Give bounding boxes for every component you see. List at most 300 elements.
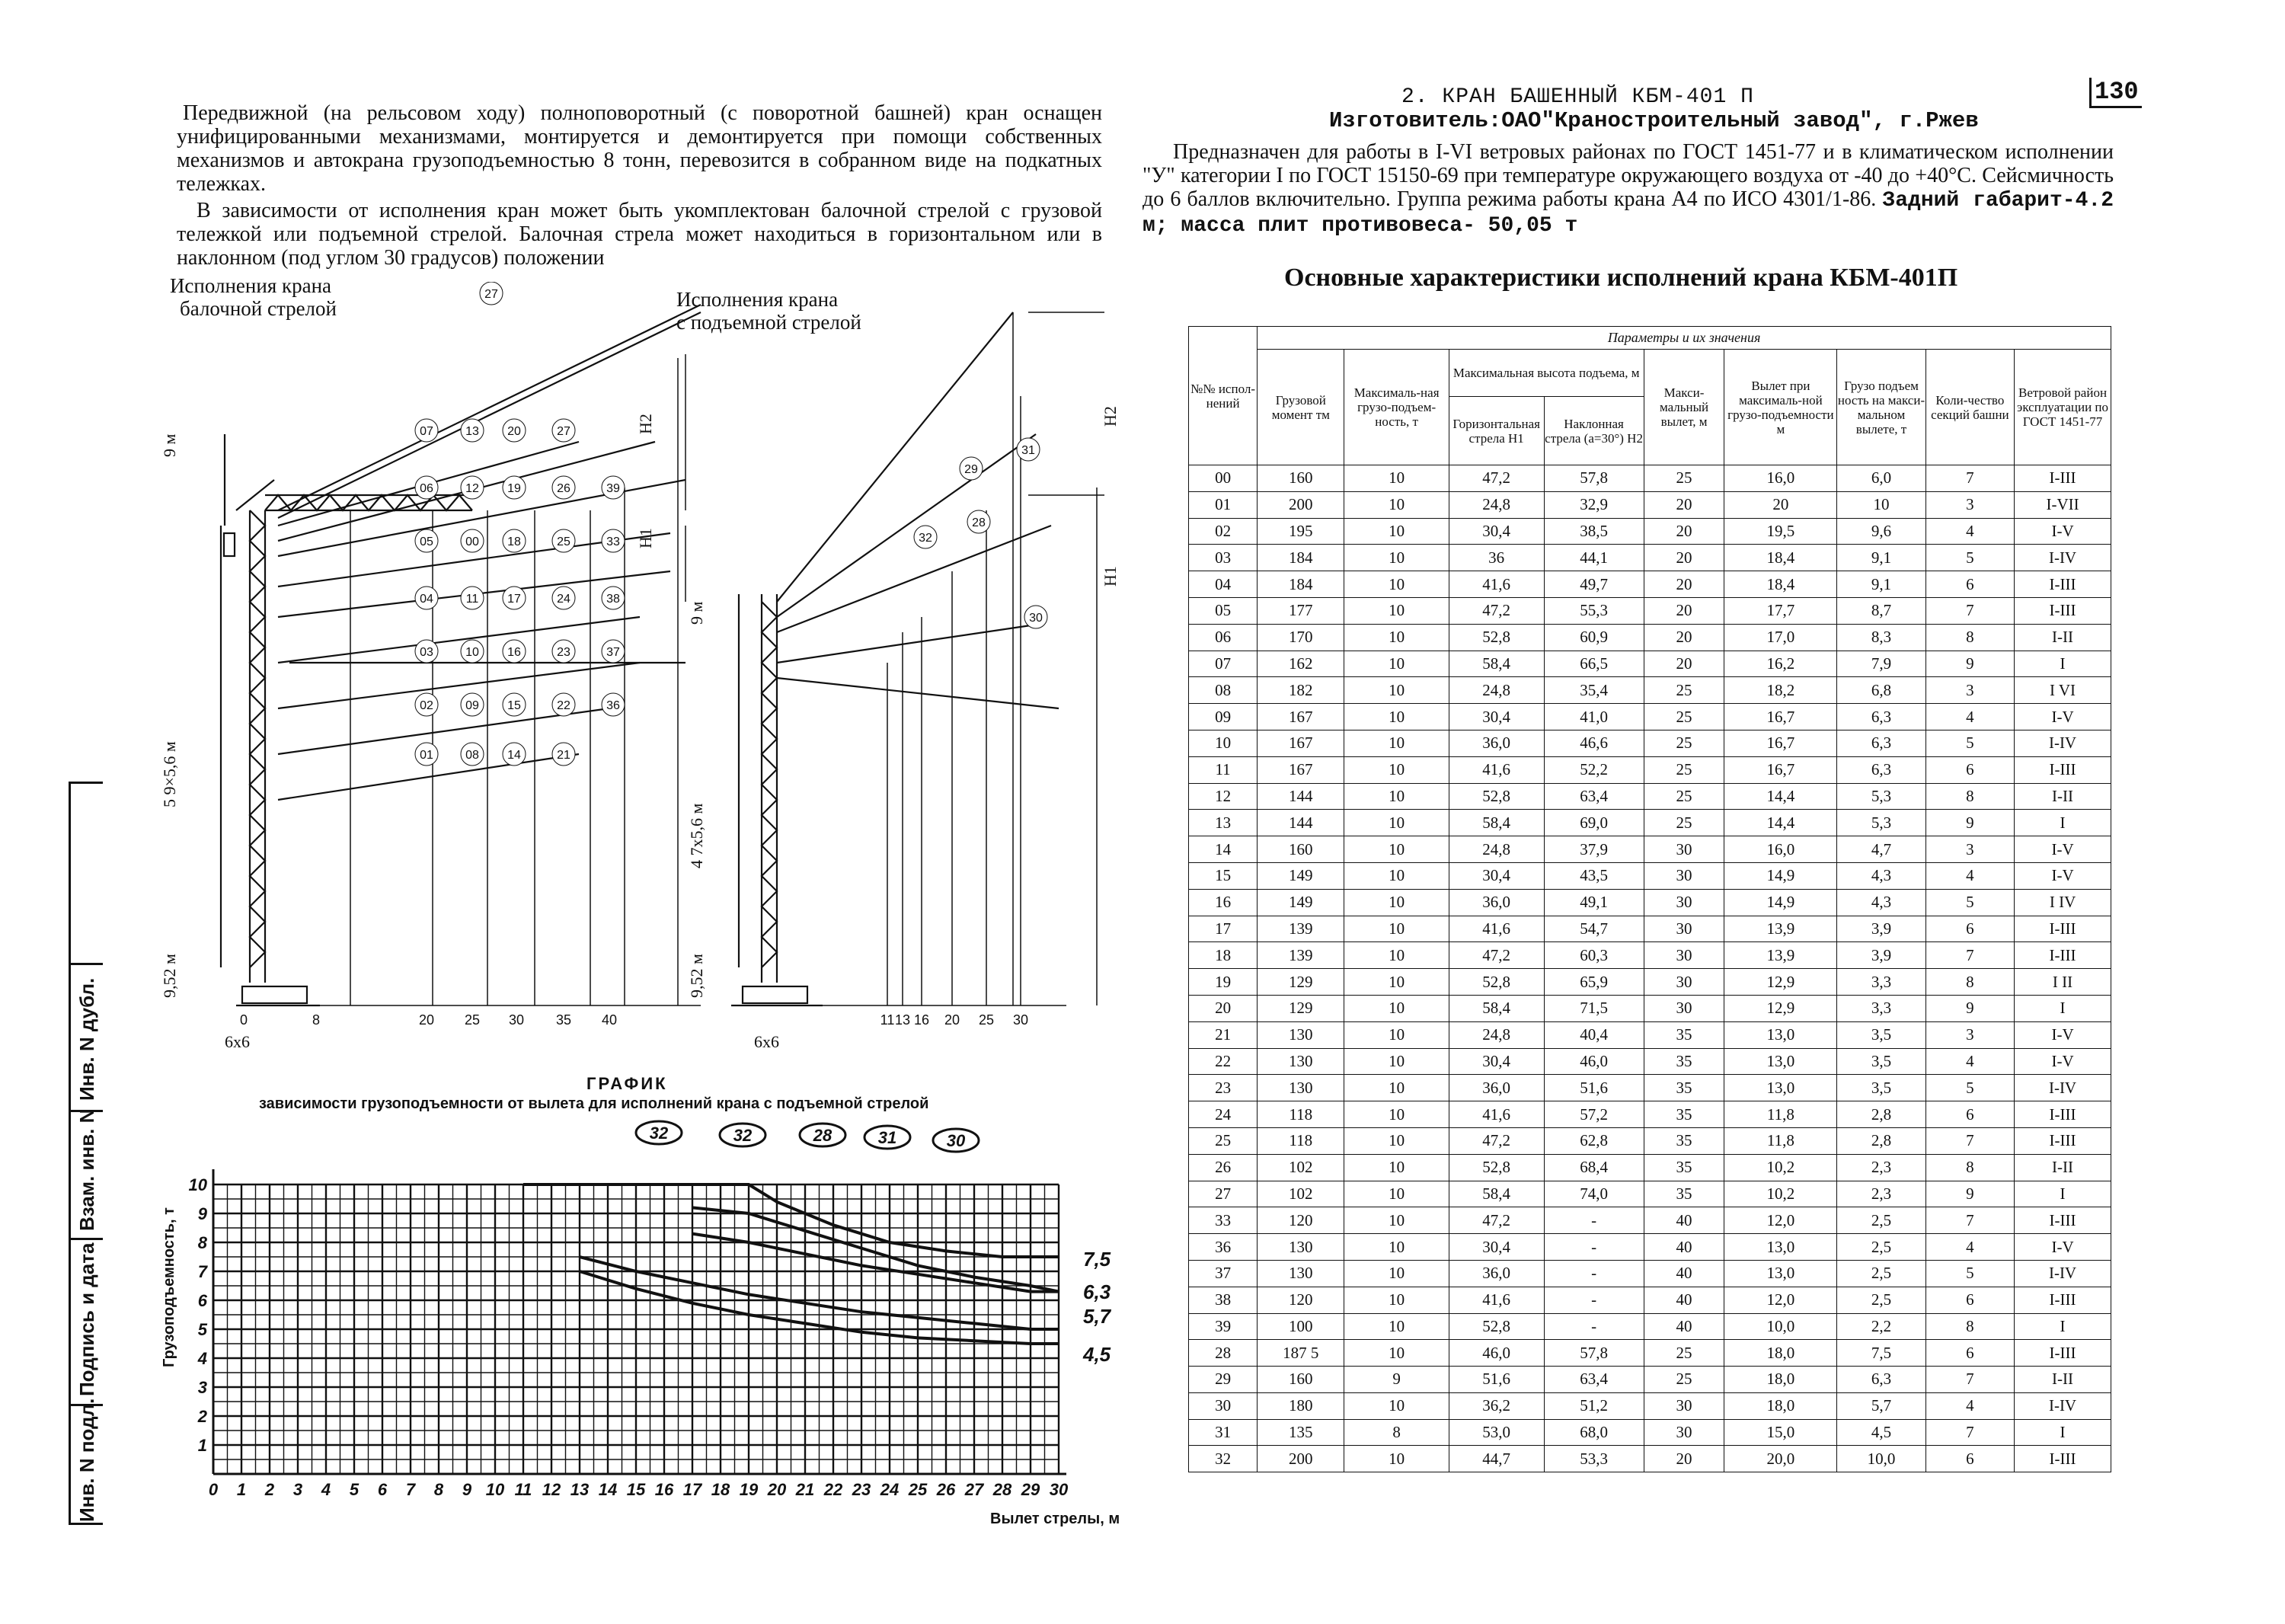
- table-cell: 06: [1189, 624, 1258, 651]
- table-cell: 10: [1344, 916, 1449, 942]
- table-cell: 5: [1925, 545, 2014, 571]
- table-cell: 10: [1344, 1207, 1449, 1234]
- table-cell: 14: [1189, 836, 1258, 863]
- table-cell: 11,8: [1724, 1101, 1837, 1128]
- table-cell: 10: [1344, 1313, 1449, 1340]
- table-row: [1189, 677, 2111, 704]
- table-cell: 52,8: [1449, 1313, 1544, 1340]
- table-cell: 29: [1189, 1367, 1258, 1393]
- table-cell: 39: [1189, 1313, 1258, 1340]
- drawing-right-title-1: Исполнения крана: [676, 288, 839, 311]
- col-h2: Наклонная стрела (а=30°) H2: [1544, 397, 1644, 465]
- svg-text:21: 21: [557, 749, 570, 762]
- left-counterweight: [224, 533, 235, 556]
- svg-text:32: 32: [649, 1124, 669, 1143]
- table-cell: 2,3: [1837, 1181, 1925, 1207]
- left-base-label: 6х6: [225, 1032, 250, 1051]
- table-cell: 35: [1644, 1021, 1724, 1048]
- table-cell: 65,9: [1544, 969, 1644, 996]
- table-row: [1189, 1287, 2111, 1313]
- table-cell: 10: [1344, 1154, 1449, 1181]
- table-row: [1189, 465, 2111, 492]
- stamp-label-inv-dubl: Инв. N дубл.: [75, 977, 98, 1101]
- table-cell: 22: [1189, 1048, 1258, 1075]
- table-cell: 4,3: [1837, 862, 1925, 889]
- table-cell: I-V: [2015, 704, 2111, 730]
- table-cell: 2,5: [1837, 1234, 1925, 1261]
- circle-06: [415, 476, 438, 499]
- right-x-tick-11: 11: [880, 1012, 895, 1028]
- table-cell: 52,8: [1449, 969, 1544, 996]
- drawing-left-title-1: Исполнения крана: [169, 274, 332, 297]
- table-cell: 4: [1925, 704, 2014, 730]
- table-cell: 43,5: [1544, 862, 1644, 889]
- x-tick-label: 25: [908, 1480, 928, 1499]
- table-cell: 35: [1644, 1127, 1724, 1154]
- manufacturer: Изготовитель:ОАО"Краностроительный завод", г.Ржев: [1329, 108, 1979, 133]
- table-cell: 8,7: [1837, 597, 1925, 624]
- circle-09: [461, 693, 484, 716]
- table-cell: 118: [1258, 1127, 1344, 1154]
- svg-text:02: 02: [420, 699, 433, 712]
- side-stamp: [69, 782, 103, 1525]
- table-cell: I-III: [2015, 597, 2111, 624]
- x-tick-label: 7: [405, 1480, 416, 1499]
- table-cell: 19: [1189, 969, 1258, 996]
- table-cell: 200: [1258, 1446, 1344, 1472]
- table-cell: 30,4: [1449, 1048, 1544, 1075]
- table-cell: 149: [1258, 889, 1344, 916]
- table-cell: 18,0: [1724, 1392, 1837, 1419]
- y-tick-label: 8: [197, 1233, 207, 1252]
- table-row: [1189, 491, 2111, 518]
- table-cell: 38,5: [1544, 518, 1644, 545]
- circle-01: [415, 743, 438, 766]
- table-cell: 10: [1344, 1287, 1449, 1313]
- svg-text:06: 06: [420, 482, 433, 495]
- circle-08: [461, 743, 484, 766]
- table-cell: 11: [1189, 756, 1258, 783]
- right-luffing-boom-4: [777, 625, 1036, 663]
- x-tick-label: 12: [542, 1480, 561, 1499]
- svg-text:14: 14: [507, 749, 521, 762]
- table-cell: 102: [1258, 1154, 1344, 1181]
- table-cell: 40,4: [1544, 1021, 1644, 1048]
- table-cell: 57,8: [1544, 1340, 1644, 1367]
- right-luffing-boom-1: [777, 312, 1013, 602]
- svg-text:31: 31: [1021, 444, 1035, 457]
- left-paragraph-1: Передвижной (на рельсовом ходу) полноповоротный (с поворотной башней) кран оснащен унифицированными механизмами, монтируется и демонтируется при помощи собственных механизмов и автокрана грузоподъемностью 8 тонн, перевозится в собранном виде на подкатных тележках.: [177, 101, 1102, 196]
- table-cell: 12,0: [1724, 1207, 1837, 1234]
- svg-text:26: 26: [557, 482, 570, 495]
- table-cell: I-V: [2015, 862, 2111, 889]
- table-cell: 7: [1925, 465, 2014, 492]
- table-cell: 10: [1344, 810, 1449, 836]
- table-row: [1189, 1101, 2111, 1128]
- table-cell: 139: [1258, 916, 1344, 942]
- x-tick-label: 24: [880, 1480, 900, 1499]
- table-cell: 10: [1344, 942, 1449, 969]
- table-cell: I: [2015, 810, 2111, 836]
- col-num: №№ испол-нений: [1189, 327, 1258, 465]
- end-label-7-5: 7,5: [1083, 1248, 1111, 1271]
- circle-21: [552, 743, 575, 766]
- table-cell: 24: [1189, 1101, 1258, 1128]
- table-cell: 10: [1344, 862, 1449, 889]
- table-cell: 3: [1925, 836, 2014, 863]
- left-paragraph-2: В зависимости от исполнения кран может быть укомплектован балочной стрелой с грузовой тележкой или подъемной стрелой. Балочная стрела может находиться в горизонтальном или в наклонном (под углом 30 градусов) положении: [177, 199, 1102, 270]
- circle-38: [602, 587, 625, 609]
- table-cell: 18,2: [1724, 677, 1837, 704]
- table-cell: 41,6: [1449, 571, 1544, 598]
- x-tick-label: 17: [682, 1480, 702, 1499]
- table-cell: 2,2: [1837, 1313, 1925, 1340]
- y-tick-label: 2: [197, 1407, 207, 1426]
- table-cell: I II: [2015, 969, 2111, 996]
- circle-14: [503, 743, 526, 766]
- table-cell: 177: [1258, 597, 1344, 624]
- table-cell: 17,0: [1724, 624, 1837, 651]
- table-cell: 9,6: [1837, 518, 1925, 545]
- table-cell: -: [1544, 1313, 1644, 1340]
- svg-text:30: 30: [1029, 612, 1043, 625]
- x-tick-label: 4: [321, 1480, 331, 1499]
- table-cell: 20: [1644, 1446, 1724, 1472]
- table-cell: 3: [1925, 677, 2014, 704]
- table-cell: -: [1544, 1207, 1644, 1234]
- table-cell: I-VII: [2015, 491, 2111, 518]
- table-cell: 10: [1344, 1127, 1449, 1154]
- table-cell: 35,4: [1544, 677, 1644, 704]
- table-cell: 12,9: [1724, 995, 1837, 1021]
- table-cell: 21: [1189, 1021, 1258, 1048]
- right-x-tick-20: 20: [944, 1012, 960, 1028]
- table-cell: 4: [1925, 1234, 2014, 1261]
- table-cell: 2,5: [1837, 1207, 1925, 1234]
- table-cell: 55,3: [1544, 597, 1644, 624]
- left-dim-mid-label: 5 9×5,6 м: [160, 741, 179, 807]
- table-cell: I-IV: [2015, 1075, 2111, 1101]
- table-cell: 44,7: [1449, 1446, 1544, 1472]
- svg-text:32: 32: [733, 1126, 753, 1145]
- stamp-label-vzam: Взам. инв. N: [75, 1108, 98, 1231]
- table-cell: 36,0: [1449, 889, 1544, 916]
- table-cell: 18,4: [1724, 571, 1837, 598]
- table-cell: 30: [1644, 862, 1724, 889]
- graph-title: ГРАФИК: [586, 1074, 668, 1093]
- table-cell: I IV: [2015, 889, 2111, 916]
- table-cell: 25: [1644, 730, 1724, 756]
- table-cell: 37: [1189, 1260, 1258, 1287]
- table-cell: I-V: [2015, 1048, 2111, 1075]
- table-cell: 09: [1189, 704, 1258, 730]
- table-cell: 6,3: [1837, 756, 1925, 783]
- table-cell: 74,0: [1544, 1181, 1644, 1207]
- table-cell: 14,4: [1724, 783, 1837, 810]
- table-cell: 20: [1644, 518, 1724, 545]
- table-row: [1189, 1392, 2111, 1419]
- table-cell: 10: [1344, 677, 1449, 704]
- stamp-cell-vzam: [71, 1108, 103, 1240]
- table-cell: 9,1: [1837, 545, 1925, 571]
- left-x-tick-40: 40: [601, 1012, 618, 1028]
- left-h1-label: H1: [636, 528, 655, 548]
- table-cell: 02: [1189, 518, 1258, 545]
- col-sections: Коли-чество секций башни: [1925, 350, 2014, 465]
- table-cell: I-V: [2015, 1234, 2111, 1261]
- table-cell: 58,4: [1449, 995, 1544, 1021]
- x-tick-label: 19: [739, 1480, 759, 1499]
- table-cell: 12,9: [1724, 969, 1837, 996]
- curve-tag-30: [933, 1129, 979, 1152]
- table-row: [1189, 1446, 2111, 1472]
- circle-32: [914, 526, 937, 548]
- drawing-left-title-2: балочной стрелой: [180, 297, 337, 320]
- y-tick-label: 7: [197, 1262, 207, 1281]
- load-chart: [145, 1116, 1165, 1542]
- x-tick-label: 10: [485, 1480, 505, 1499]
- table-cell: 71,5: [1544, 995, 1644, 1021]
- stamp-cell-inv-dubl: [71, 784, 103, 965]
- svg-text:04: 04: [420, 593, 433, 606]
- table-cell: 167: [1258, 730, 1344, 756]
- svg-text:22: 22: [557, 699, 570, 712]
- table-cell: 13,9: [1724, 916, 1837, 942]
- table-cell: 7,5: [1837, 1340, 1925, 1367]
- table-cell: 7: [1925, 1419, 2014, 1446]
- curve-tags: [636, 1121, 979, 1152]
- table-cell: 30: [1644, 942, 1724, 969]
- table-row: [1189, 783, 2111, 810]
- y-tick-label: 1: [197, 1436, 207, 1455]
- table-cell: 05: [1189, 597, 1258, 624]
- table-cell: 25: [1644, 1340, 1724, 1367]
- table-cell: I: [2015, 1313, 2111, 1340]
- table-cell: 24,8: [1449, 677, 1544, 704]
- table-cell: 9: [1925, 651, 2014, 677]
- right-tower-lattice: [762, 602, 777, 967]
- right-dim-mid-label: 4 7х5,6 м: [687, 803, 706, 868]
- table-cell: 149: [1258, 862, 1344, 889]
- table-cell: 2,3: [1837, 1154, 1925, 1181]
- x-tick-label: 0: [208, 1480, 219, 1499]
- table-cell: 3,5: [1837, 1048, 1925, 1075]
- table-cell: 16,0: [1724, 836, 1837, 863]
- circle-22: [552, 693, 575, 716]
- table-cell: 4: [1925, 862, 2014, 889]
- circle-27-top: [480, 282, 503, 305]
- table-cell: 40: [1644, 1287, 1724, 1313]
- table-cell: 10: [1344, 597, 1449, 624]
- table-cell: I-II: [2015, 1154, 2111, 1181]
- table-cell: I-II: [2015, 783, 2111, 810]
- table-cell: 8: [1925, 1154, 2014, 1181]
- table-cell: 40: [1644, 1234, 1724, 1261]
- graph-subtitle: зависимости грузоподъемности от вылета для исполнений крана с подъемной стрелой: [259, 1095, 929, 1112]
- table-cell: 144: [1258, 783, 1344, 810]
- table-cell: 10: [1344, 624, 1449, 651]
- circle-02: [415, 693, 438, 716]
- circle-05: [415, 529, 438, 552]
- table-cell: 30: [1644, 1392, 1724, 1419]
- table-cell: 6: [1925, 1340, 2014, 1367]
- table-row: [1189, 651, 2111, 677]
- table-row: [1189, 1367, 2111, 1393]
- curve-tag-32b: [720, 1124, 765, 1146]
- table-cell: 68,0: [1544, 1419, 1644, 1446]
- y-tick-label: 5: [197, 1320, 207, 1339]
- left-x-tick-20: 20: [418, 1012, 435, 1028]
- table-cell: 4,3: [1837, 889, 1925, 916]
- table-cell: 58,4: [1449, 810, 1544, 836]
- right-x-tick-25: 25: [978, 1012, 995, 1028]
- end-label-4-5: 4,5: [1083, 1343, 1111, 1366]
- svg-text:38: 38: [606, 593, 620, 606]
- table-cell: 36,0: [1449, 1260, 1544, 1287]
- table-cell: 10: [1344, 1260, 1449, 1287]
- x-tick-label: 2: [264, 1480, 275, 1499]
- svg-text:01: 01: [420, 749, 433, 762]
- x-tick-label: 28: [992, 1480, 1012, 1499]
- circle-39: [602, 476, 625, 499]
- table-cell: 129: [1258, 995, 1344, 1021]
- table-cell: 4: [1925, 1392, 2014, 1419]
- table-cell: 10: [1344, 704, 1449, 730]
- table-cell: 10: [1344, 571, 1449, 598]
- table-row: [1189, 1127, 2111, 1154]
- end-label-6-3: 6,3: [1083, 1280, 1111, 1303]
- table-cell: 3,5: [1837, 1075, 1925, 1101]
- table-cell: 16: [1189, 889, 1258, 916]
- table-cell: 46,6: [1544, 730, 1644, 756]
- table-row: [1189, 624, 2111, 651]
- table-row: [1189, 571, 2111, 598]
- table-cell: 27: [1189, 1181, 1258, 1207]
- table-cell: 04: [1189, 571, 1258, 598]
- svg-text:28: 28: [972, 516, 986, 529]
- table-cell: 4: [1925, 518, 2014, 545]
- table-row: [1189, 1260, 2111, 1287]
- table-cell: 25: [1644, 810, 1724, 836]
- table-cell: 16,0: [1724, 465, 1837, 492]
- x-tick-label: 22: [823, 1480, 843, 1499]
- x-tick-label: 9: [462, 1480, 472, 1499]
- x-tick-label: 14: [598, 1480, 618, 1499]
- stamp-label-podpis: Подпись и дата: [75, 1242, 98, 1396]
- table-cell: 30: [1644, 995, 1724, 1021]
- table-cell: 58,4: [1449, 651, 1544, 677]
- x-tick-label: 26: [936, 1480, 956, 1499]
- table-row: [1189, 862, 2111, 889]
- left-h2-label: H2: [636, 414, 655, 434]
- table-cell: 66,5: [1544, 651, 1644, 677]
- drawing-right-title-2: с подъемной стрелой: [676, 311, 861, 334]
- table-cell: 195: [1258, 518, 1344, 545]
- circle-33: [602, 529, 625, 552]
- table-cell: 10: [1344, 1048, 1449, 1075]
- table-cell: 41,6: [1449, 1101, 1544, 1128]
- table-cell: 3,9: [1837, 916, 1925, 942]
- table-cell: 16,7: [1724, 730, 1837, 756]
- y-tick-label: 3: [197, 1378, 207, 1397]
- table-cell: 37,9: [1544, 836, 1644, 863]
- svg-text:18: 18: [507, 535, 521, 548]
- col-group: Параметры и их значения: [1258, 327, 2111, 350]
- x-tick-label: 16: [654, 1480, 674, 1499]
- svg-text:25: 25: [557, 535, 570, 548]
- right-text: [1142, 140, 2114, 238]
- table-row: [1189, 942, 2111, 969]
- table-cell: I-III: [2015, 465, 2111, 492]
- table-cell: 13,0: [1724, 1048, 1837, 1075]
- table-cell: 8: [1925, 624, 2014, 651]
- table-cell: 10: [1344, 491, 1449, 518]
- table-cell: 9: [1925, 810, 2014, 836]
- table-cell: 6,3: [1837, 730, 1925, 756]
- table-cell: 25: [1644, 704, 1724, 730]
- table-cell: 130: [1258, 1021, 1344, 1048]
- stamp-cell-podpis: [71, 1240, 103, 1406]
- table-cell: 5: [1925, 730, 2014, 756]
- circle-00: [461, 529, 484, 552]
- table-row: [1189, 730, 2111, 756]
- svg-text:29: 29: [964, 463, 978, 476]
- table-cell: 10: [1344, 783, 1449, 810]
- table-cell: I-III: [2015, 1340, 2111, 1367]
- table-cell: 160: [1258, 1367, 1344, 1393]
- table-cell: 118: [1258, 1101, 1344, 1128]
- left-tower-lattice: [250, 510, 265, 967]
- table-cell: 129: [1258, 969, 1344, 996]
- table-cell: I-III: [2015, 571, 2111, 598]
- circle-25: [552, 529, 575, 552]
- table-cell: 10: [1344, 1101, 1449, 1128]
- circle-18: [503, 529, 526, 552]
- table-cell: 17,7: [1724, 597, 1837, 624]
- table-cell: I-IV: [2015, 1260, 2111, 1287]
- table-cell: 6,0: [1837, 465, 1925, 492]
- table-cell: I: [2015, 1419, 2111, 1446]
- table-cell: 9: [1344, 1367, 1449, 1393]
- circle-12: [461, 476, 484, 499]
- table-cell: 10: [1344, 969, 1449, 996]
- table-cell: 25: [1644, 677, 1724, 704]
- table-title: Основные характеристики исполнений крана КБМ-401П: [1284, 264, 1958, 292]
- circle-23: [552, 640, 575, 663]
- svg-text:20: 20: [507, 425, 521, 438]
- table-cell: 10: [1344, 730, 1449, 756]
- right-h2-label: H2: [1101, 406, 1120, 427]
- y-tick-label: 6: [197, 1291, 207, 1310]
- right-luffing-boom-2: [777, 434, 1036, 617]
- table-cell: 10: [1344, 1075, 1449, 1101]
- table-cell: 63,4: [1544, 783, 1644, 810]
- table-cell: I-V: [2015, 836, 2111, 863]
- table-cell: 135: [1258, 1419, 1344, 1446]
- table-cell: 6: [1925, 916, 2014, 942]
- table-cell: 162: [1258, 651, 1344, 677]
- table-row: [1189, 704, 2111, 730]
- table-cell: I-III: [2015, 756, 2111, 783]
- table-cell: 14,4: [1724, 810, 1837, 836]
- table-cell: 10: [1344, 995, 1449, 1021]
- table-cell: 23: [1189, 1075, 1258, 1101]
- table-cell: I-III: [2015, 1287, 2111, 1313]
- table-cell: 54,7: [1544, 916, 1644, 942]
- table-cell: 41,6: [1449, 916, 1544, 942]
- svg-text:05: 05: [420, 535, 433, 548]
- table-row: [1189, 1048, 2111, 1075]
